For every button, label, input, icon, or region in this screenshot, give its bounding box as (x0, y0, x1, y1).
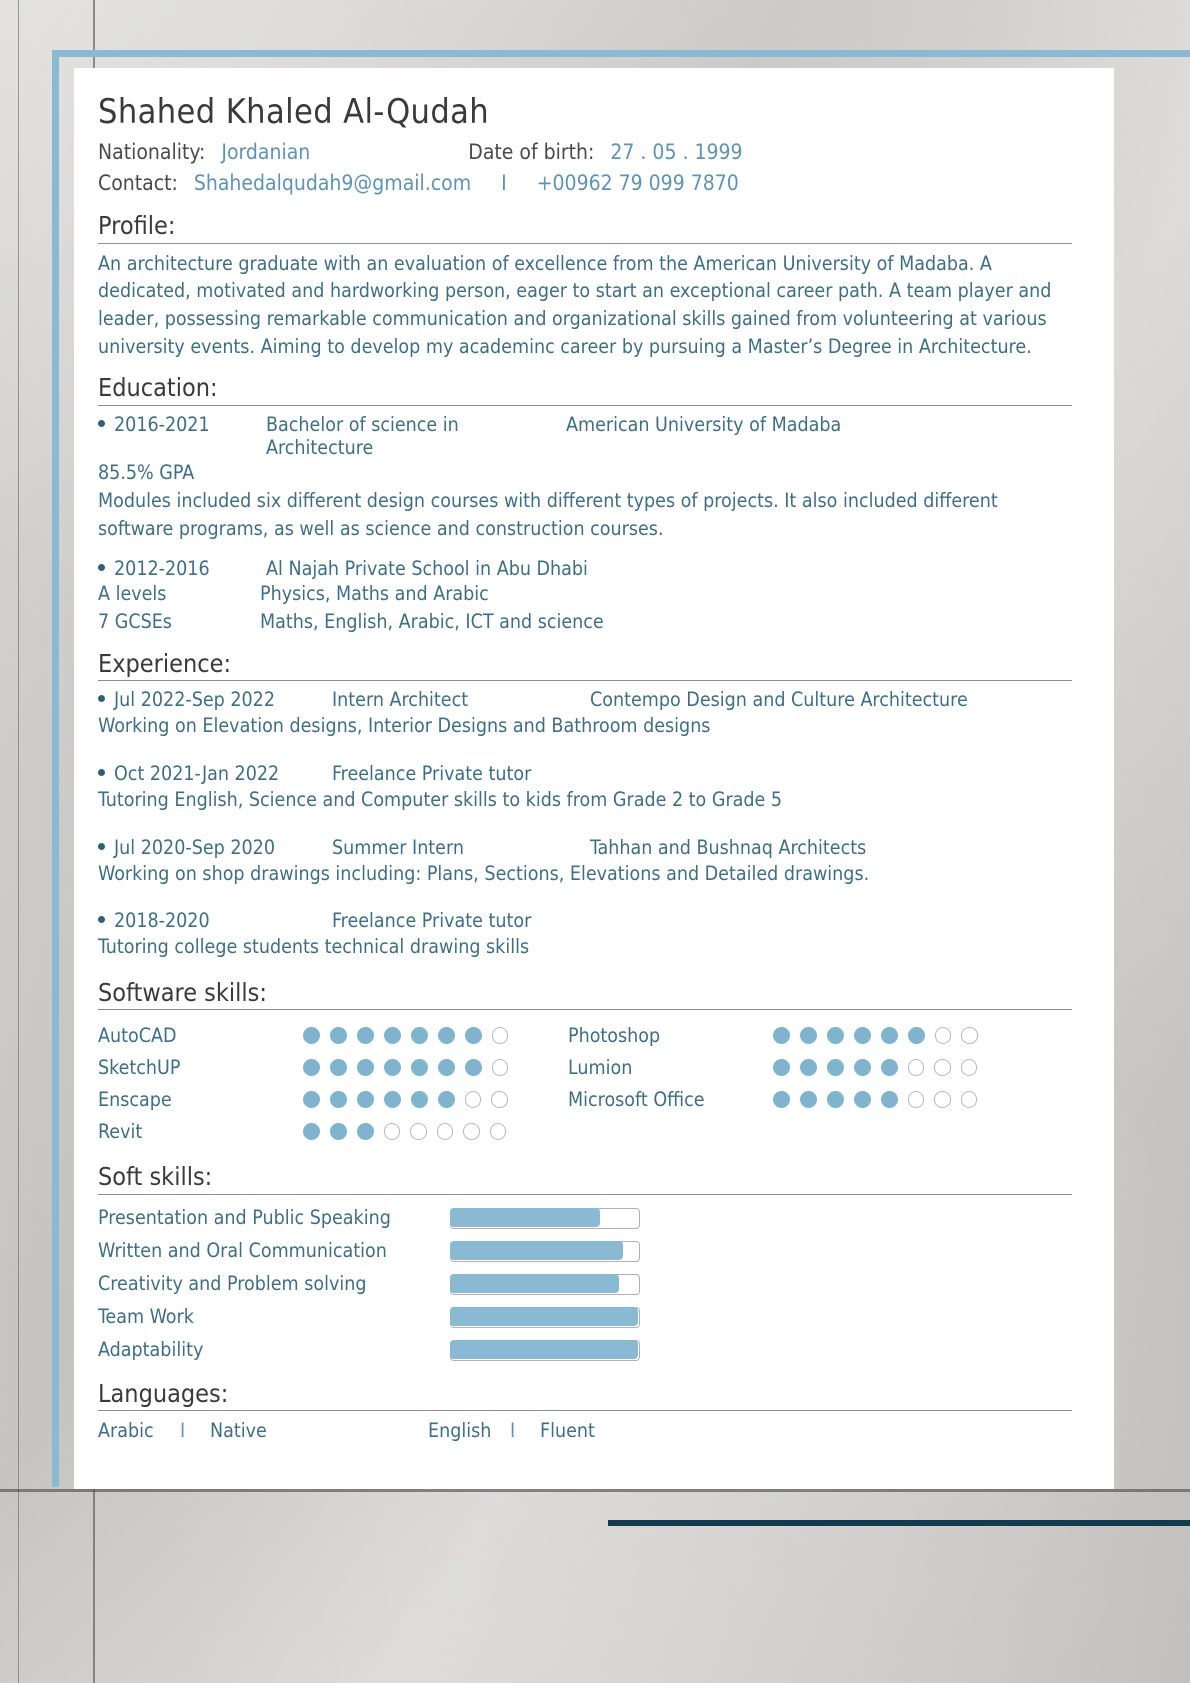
rating-dot-filled (303, 1059, 320, 1076)
soft-skill-bar-fill (450, 1274, 619, 1293)
software-skill-rating (773, 1091, 977, 1108)
rating-dot-filled (773, 1091, 790, 1108)
software-skill-label: Lumion (568, 1055, 633, 1079)
experience-role: Freelance Private tutor (332, 909, 532, 933)
language-name: Arabic (98, 1418, 154, 1442)
nationality-label: Nationality: (98, 140, 206, 165)
software-skill-label: Photoshop (568, 1023, 661, 1047)
rating-dot-filled (465, 1027, 482, 1044)
education-entry-header (98, 557, 1072, 580)
experience-entry-header (98, 762, 1072, 785)
education-org: American University of Madaba (566, 412, 842, 436)
contact-separator: I (501, 170, 507, 195)
bullet-icon (98, 420, 105, 427)
rating-dot-filled (465, 1059, 482, 1076)
soft-skill-bar (450, 1208, 638, 1227)
bottom-accent-bar (608, 1520, 1190, 1526)
experience-date: Oct 2021-Jan 2022 (114, 762, 280, 786)
nationality-value: Jordanian (221, 140, 311, 165)
software-skills-grid (98, 1019, 1072, 1147)
rating-dot-empty (410, 1123, 426, 1139)
rating-dot-empty (934, 1091, 950, 1107)
rating-dot-filled (384, 1027, 401, 1044)
rating-dot-filled (303, 1027, 320, 1044)
profile-text: An architecture graduate with an evaluation of excellence from the American University of Madaba. A dedicated, motivated and hardworking person, eager to start an exceptional career path. A team player and leader, possessing remarkable communication and organizational skills gained from volunteering at various university events. Aiming to develop my academinc career by pursuing a Master’s Degree in Architecture. (98, 251, 1052, 358)
soft-skill-row (98, 1234, 1072, 1267)
education-qualification-value: Maths, English, Arabic, ICT and science (260, 609, 604, 633)
rating-dot-empty (492, 1027, 508, 1043)
bullet-icon (98, 843, 105, 850)
experience-entry (98, 909, 1072, 961)
soft-skill-label: Team Work (98, 1304, 194, 1328)
rating-dot-filled (827, 1091, 844, 1108)
software-skill-label: Microsoft Office (568, 1087, 705, 1111)
rating-dot-filled (330, 1027, 347, 1044)
rating-dot-filled (773, 1059, 790, 1076)
education-entry (98, 413, 1072, 543)
rating-dot-filled (908, 1027, 925, 1044)
experience-entry (98, 836, 1072, 888)
rating-dot-empty (490, 1123, 506, 1139)
rating-dot-filled (357, 1059, 374, 1076)
software-skill-rating (303, 1027, 508, 1044)
soft-skill-bar-fill (450, 1241, 623, 1260)
section-heading-profile: Profile: (98, 210, 1072, 243)
rating-dot-empty (463, 1123, 479, 1139)
rating-dot-filled (800, 1091, 817, 1108)
rating-dot-empty (908, 1091, 924, 1107)
rating-dot-empty (437, 1123, 453, 1139)
resume-sheet (74, 68, 1114, 1489)
experience-org: Tahhan and Bushnaq Architects (590, 835, 867, 859)
background-rule-bottom (0, 1489, 1190, 1492)
experience-entry (98, 762, 1072, 814)
education-gpa: 85.5% GPA (98, 460, 195, 484)
rating-dot-empty (465, 1091, 481, 1107)
experience-role: Summer Intern (332, 835, 464, 859)
soft-skill-row (98, 1201, 1072, 1234)
education-entry (98, 557, 1072, 637)
bullet-icon (98, 695, 105, 702)
education-degree: Bachelor of science in Architecture (266, 412, 459, 459)
education-entry-header (98, 413, 1072, 459)
bullet-icon (98, 769, 105, 776)
education-school: Al Najah Private School in Abu Dhabi (266, 556, 588, 580)
soft-skill-bar-fill (450, 1307, 638, 1326)
rating-dot-filled (881, 1091, 898, 1108)
language-level: Fluent (540, 1418, 595, 1442)
rating-dot-filled (881, 1059, 898, 1076)
section-heading-languages: Languages: (98, 1378, 1072, 1411)
rating-dot-filled (438, 1091, 455, 1108)
contact-row (98, 168, 1072, 198)
soft-skill-bar (450, 1274, 638, 1293)
bullet-icon (98, 916, 105, 923)
frame-left-accent (52, 50, 59, 1487)
rating-dot-filled (357, 1123, 374, 1140)
soft-skill-label: Adaptability (98, 1337, 204, 1361)
software-skill-row (568, 1051, 1028, 1083)
soft-skill-row (98, 1300, 1072, 1333)
education-qualification-value: Physics, Maths and Arabic (260, 581, 489, 605)
rating-dot-filled (330, 1123, 347, 1140)
section-heading-software-skills: Software skills: (98, 977, 1072, 1010)
dob-label: Date of birth: (468, 140, 595, 165)
rating-dot-empty (491, 1091, 507, 1107)
experience-date: 2018-2020 (114, 909, 210, 933)
rating-dot-filled (357, 1091, 374, 1108)
rating-dot-empty (961, 1091, 977, 1107)
page-title: Shahed Khaled Al-Qudah (98, 92, 490, 132)
rating-dot-filled (800, 1059, 817, 1076)
education-qualification-label: 7 GCSEs (98, 609, 172, 633)
software-skill-label: Revit (98, 1119, 143, 1143)
rating-dot-empty (961, 1027, 977, 1043)
phone-value[interactable]: +00962 79 099 7870 (536, 170, 739, 195)
soft-skill-bar (450, 1307, 638, 1326)
rating-dot-filled (854, 1027, 871, 1044)
language-name: English (428, 1418, 492, 1442)
experience-description: Tutoring English, Science and Computer skills to kids from Grade 2 to Grade 5 (98, 788, 783, 812)
rating-dot-empty (908, 1059, 924, 1075)
experience-date: Jul 2020-Sep 2020 (114, 835, 275, 859)
experience-entry (98, 688, 1072, 740)
soft-skill-label: Presentation and Public Speaking (98, 1205, 391, 1229)
soft-skill-bar-fill (450, 1340, 638, 1359)
software-skills-column-right (568, 1019, 1028, 1147)
education-description: Modules included six different design courses with different types of projects. It also included different software programs, as well as science and construction courses. (98, 489, 998, 540)
rating-dot-filled (827, 1027, 844, 1044)
software-skills-column-left (98, 1019, 568, 1147)
rating-dot-filled (384, 1059, 401, 1076)
rating-dot-empty (961, 1059, 977, 1075)
rating-dot-filled (881, 1027, 898, 1044)
education-date: 2012-2016 (114, 556, 210, 580)
rating-dot-filled (411, 1027, 428, 1044)
experience-description: Working on shop drawings including: Plans, Sections, Elevations and Detailed drawings. (98, 861, 870, 885)
soft-skill-bar (450, 1241, 638, 1260)
software-skill-rating (773, 1027, 978, 1044)
languages-row (98, 1419, 1072, 1442)
section-heading-soft-skills: Soft skills: (98, 1161, 1072, 1194)
rating-dot-filled (384, 1091, 401, 1108)
rating-dot-empty (492, 1059, 508, 1075)
software-skill-rating (773, 1059, 977, 1076)
soft-skill-label: Creativity and Problem solving (98, 1271, 367, 1295)
rating-dot-filled (330, 1059, 347, 1076)
software-skill-rating (303, 1123, 506, 1140)
rating-dot-empty (934, 1059, 950, 1075)
rating-dot-filled (330, 1091, 347, 1108)
experience-entry-header (98, 909, 1072, 932)
software-skill-row (98, 1115, 568, 1147)
education-subrow (98, 580, 1072, 608)
software-skill-rating (303, 1091, 508, 1108)
dob-value: 27 . 05 . 1999 (610, 140, 743, 165)
frame-top-accent (52, 50, 1190, 57)
nationality-dob-row (98, 137, 1072, 167)
soft-skills-list (98, 1201, 1072, 1366)
education-subrow (98, 608, 1072, 636)
software-skill-rating (303, 1059, 508, 1076)
rating-dot-filled (854, 1059, 871, 1076)
software-skill-row (98, 1083, 568, 1115)
section-heading-education: Education: (98, 372, 1072, 405)
education-qualification-label: A levels (98, 581, 167, 605)
rating-dot-filled (303, 1123, 320, 1140)
soft-skill-row (98, 1267, 1072, 1300)
experience-entry-header (98, 836, 1072, 859)
email-value[interactable]: Shahedalqudah9@gmail.com (193, 170, 472, 195)
software-skill-label: SketchUP (98, 1055, 181, 1079)
experience-entry-header (98, 688, 1072, 711)
rating-dot-filled (438, 1027, 455, 1044)
experience-description: Working on Elevation designs, Interior Designs and Bathroom designs (98, 714, 711, 738)
soft-skill-label: Written and Oral Communication (98, 1238, 387, 1262)
soft-skill-row (98, 1333, 1072, 1366)
rating-dot-filled (411, 1091, 428, 1108)
rating-dot-filled (800, 1027, 817, 1044)
soft-skill-bar (450, 1340, 638, 1359)
soft-skill-bar-fill (450, 1208, 600, 1227)
software-skill-row (568, 1083, 1028, 1115)
rating-dot-filled (827, 1059, 844, 1076)
experience-description: Tutoring college students technical drawing skills (98, 935, 530, 959)
language-separator: I (510, 1418, 516, 1442)
experience-org: Contempo Design and Culture Architecture (590, 688, 968, 712)
software-skill-label: Enscape (98, 1087, 172, 1111)
rating-dot-filled (854, 1091, 871, 1108)
rating-dot-filled (357, 1027, 374, 1044)
rating-dot-empty (935, 1027, 951, 1043)
background-rule-left (18, 0, 19, 1683)
section-heading-experience: Experience: (98, 648, 1072, 681)
rating-dot-filled (411, 1059, 428, 1076)
experience-role: Freelance Private tutor (332, 762, 532, 786)
rating-dot-filled (438, 1059, 455, 1076)
software-skill-row (568, 1019, 1028, 1051)
experience-date: Jul 2022-Sep 2022 (114, 688, 275, 712)
rating-dot-empty (384, 1123, 400, 1139)
software-skill-row (98, 1051, 568, 1083)
software-skill-label: AutoCAD (98, 1023, 177, 1047)
education-date: 2016-2021 (114, 412, 210, 436)
bullet-icon (98, 564, 105, 571)
experience-role: Intern Architect (332, 688, 469, 712)
software-skill-row (98, 1019, 568, 1051)
contact-label: Contact: (98, 170, 178, 195)
rating-dot-filled (773, 1027, 790, 1044)
language-separator: I (180, 1418, 186, 1442)
rating-dot-filled (303, 1091, 320, 1108)
language-level: Native (210, 1418, 267, 1442)
